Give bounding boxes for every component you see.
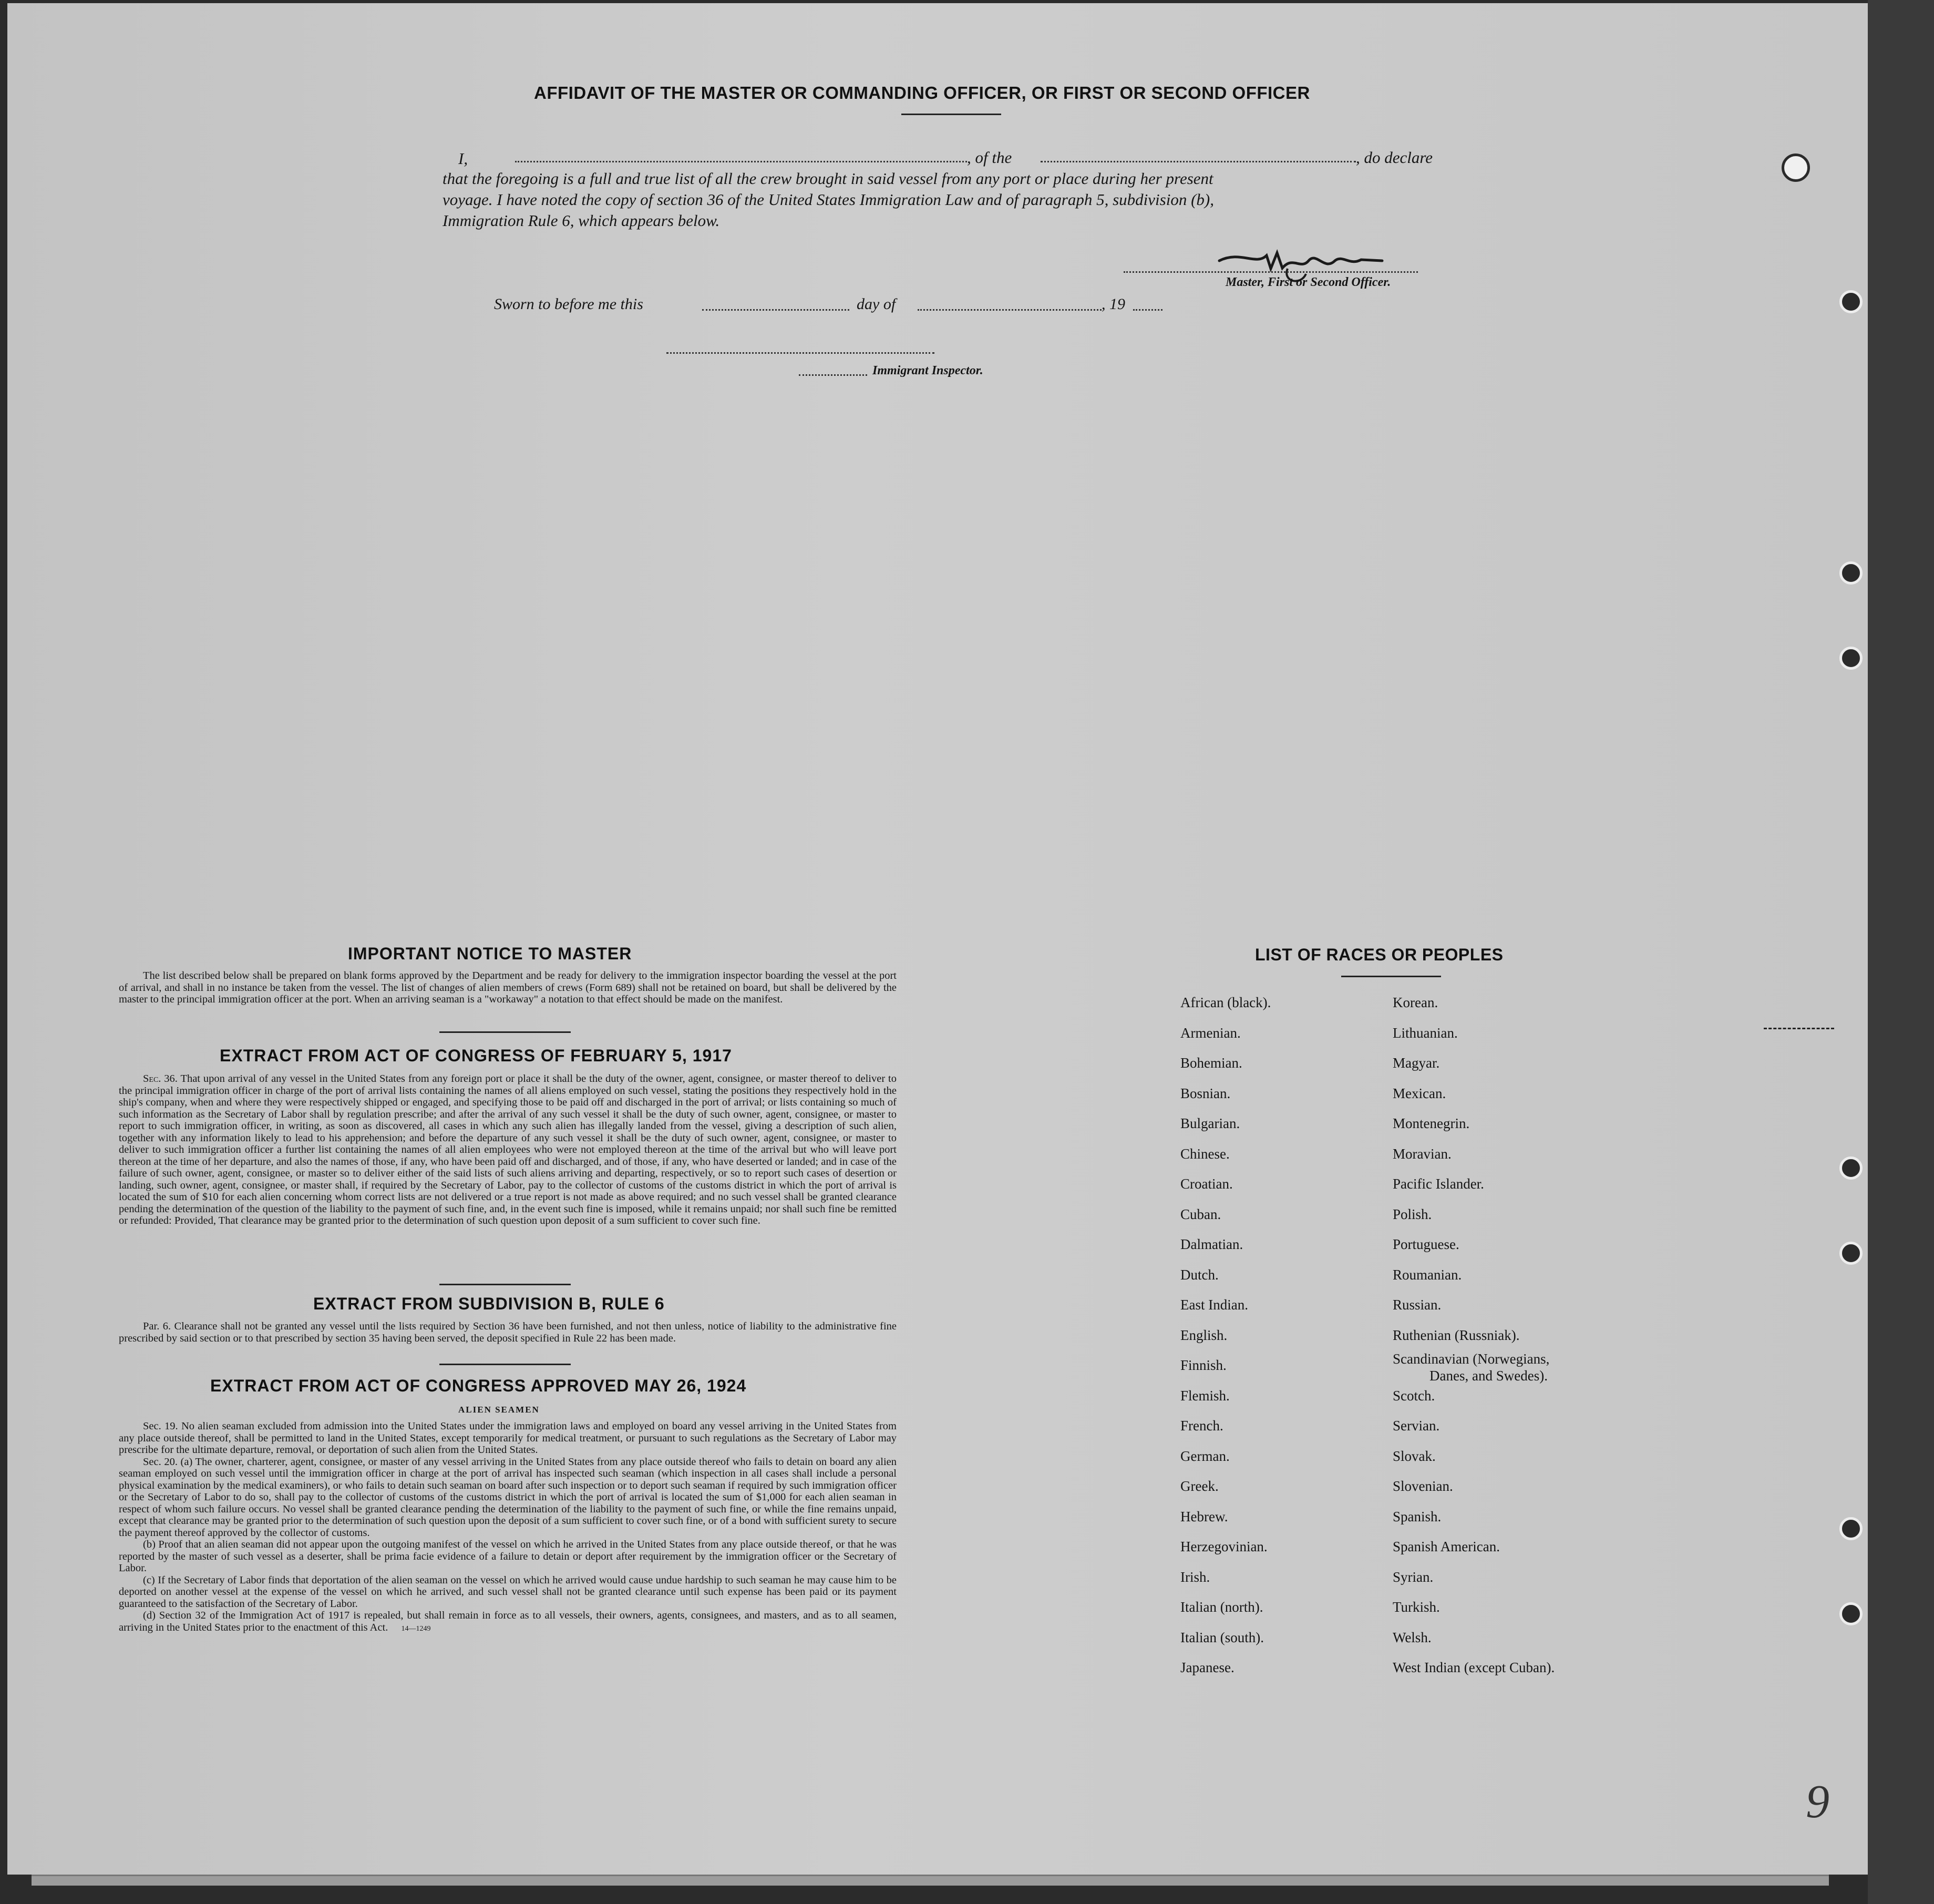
race-left-item: East Indian. — [1180, 1297, 1248, 1313]
margin-page-mark: 9 — [1806, 1776, 1829, 1828]
notice-body — [119, 970, 897, 1006]
race-left-item: Chinese. — [1180, 1145, 1230, 1162]
sec-20a-text: Sec. 20. (a) The owner, charterer, agent, consignee, or master of any vessel arriving in the United States from any place outside thereof who fails to detain on board any alien seaman employed on such vessel until the immigration officer in charge at the port of arrival has inspected such seaman (which inspection in all cases shall include a personal physical examination by the medical examiners), or who fails to detain such seaman on board after such inspection or to deport such seaman if required by such immigration officer or the Secretary of Labor to do so, shall pay to the collector of customs of the customs district in which the port of arrival is located the sum of $1,000 for each alien seaman in respect of whom such failure occurs. No vessel shall be granted clearance pending the determination of the liability to the payment of such fine, or while the fine remains unpaid, except that clearance may be granted prior to the determination of such question upon the deposit of a sum sufficient to cover such fine, or of a bond with sufficient surety to secure the payment thereof approved by the collector of customs. — [119, 1456, 897, 1539]
race-left-item: Bulgarian. — [1180, 1115, 1240, 1131]
notice-text: The list described below shall be prepared on blank forms approved by the Department and be ready for delivery to the immigration inspector boarding the vessel at the port of arrival, and shall in no instance be taken from the vessel. The list of changes of alien members of crews (Form 689) shall not be retained on board, but shall be delivered by the master to the principal immigration officer at the port. When an arriving seaman is a "workaway" a notation to that effect should be made on the manifest. — [119, 970, 897, 1005]
sworn-year-blank[interactable] — [1133, 309, 1163, 311]
rule-6-rule — [439, 1364, 571, 1365]
race-right-item: Portuguese. — [1393, 1236, 1459, 1252]
affidavit-do-declare: , do declare — [1356, 148, 1433, 167]
race-right-item: Mexican. — [1393, 1085, 1446, 1101]
sec-36-text: That upon arrival of any vessel in the United States from any foreign port or place it shall be the duty of the owner, agent, consignee, or master thereof to deliver to the principal immigration officer in charge of the port of arrival lists containing the names of all aliens employed on such vessel, stating the positions they respectively hold in the ship's company, when and where they were respectively shipped or engaged, and specifying those to be paid off and discharged in the port of arrival; or lists containing so much of such information as the Secretary of Labor shall by regulation prescribe; and after the arrival of any such vessel it shall be the duty of such owner, agent, consignee, or master to report to such immigration officer, in writing, as soon as discovered, all cases in which any such alien has illegally landed from the vessel, giving a description of such alien, together with any information likely to lead to his apprehension; and before the departure of any such vessel it shall be the duty of such owner, agent, consignee, or master to deliver to such immigration officer a further list containing the names of all alien employees who were not employed thereon at the time of the arrival but who will leave port thereon at the time of her departure, and also the names of those, if any, who have been paid off and discharged, and of those, if any, who have deserted or landed; and in case of the failure of such owner, agent, consignee, or master so to deliver either of the said lists of such aliens arriving and departing, respectively, or so to report such cases of desertion or landing, such owner, agent, consignee, or master shall, if required by the Secretary of Labor, pay to the collector of customs of the customs district in which the port of arrival is located the sum of $10 for each alien concerning whom correct lists are not delivered or a true report is not made as above required; and no such vessel shall be granted clearance pending the determination of the question of the liability to the payment of such fine, and, in the event such fine is imposed, while it remains unpaid; nor shall such fine be remitted or refunded: Provided, That clearance may be granted prior to the determination of such question upon deposit of a sum sufficient to cover such fine. — [119, 1073, 897, 1226]
race-right-item: Ruthenian (Russniak). — [1393, 1327, 1520, 1343]
affidavit-rule — [901, 114, 1001, 115]
affidavit-line-3: voyage. I have noted the copy of section 36 of the United States Immigration Law and of paragraph 5, subdivision (b), — [443, 190, 1214, 209]
binder-hole — [1839, 1517, 1863, 1540]
race-right-item: Welsh. — [1393, 1629, 1432, 1645]
rule-6-text: Par. 6. Clearance shall not be granted any vessel until the lists required by Section 36 have been furnished, and not then unless, notice of liability to the administrative fine prescribed by said section or to that prescribed by section 35 having been served, the deposit specified in Rule 22 has been made. — [119, 1320, 897, 1344]
sworn-day-blank[interactable] — [702, 309, 849, 311]
inspector-caption: Immigrant Inspector. — [872, 364, 983, 377]
race-left-item: Irish. — [1180, 1569, 1210, 1585]
race-right-item: Spanish. — [1393, 1508, 1442, 1524]
race-left-item: Bohemian. — [1180, 1055, 1242, 1071]
race-right-item: Spanish American. — [1393, 1539, 1500, 1554]
races-heading: LIST OF RACES OR PEOPLES — [1255, 945, 1504, 964]
sec-19-text: Sec. 19. No alien seaman excluded from admission into the United States under the immigration laws and employed on board any vessel arriving in the United States from any place outside thereof, shall be permitted to land in the United States, except temporarily for medical treatment, or pursuant to such regulations as the Secretary of Labor may prescribe for the ultimate departure, removal, or deportation of such alien from the United States. — [119, 1420, 897, 1456]
sec-20d-text: (d) Section 32 of the Immigration Act of 1917 is repealed, but shall remain in force as to all vessels, their owners, agents, consignees, and masters, and as to all seamen, arriving in the United States prior to the enactment of this Act. — [119, 1610, 897, 1633]
rule-6-heading: EXTRACT FROM SUBDIVISION B, RULE 6 — [313, 1294, 665, 1313]
rule-6-body — [119, 1320, 897, 1344]
race-left-item: Croatian. — [1180, 1176, 1233, 1192]
margin-dash-mark — [1764, 1028, 1834, 1029]
race-right-continuation: Danes, and Swedes). — [1429, 1368, 1548, 1384]
race-right-item: Korean. — [1393, 995, 1438, 1010]
race-right-item: Turkish. — [1393, 1599, 1440, 1615]
race-right-item: Magyar. — [1393, 1055, 1440, 1071]
race-left-item: Hebrew. — [1180, 1508, 1228, 1524]
sworn-day-of: day of — [857, 295, 896, 313]
binder-hole — [1839, 290, 1863, 313]
race-left-item: Greek. — [1180, 1478, 1219, 1494]
race-left-item: Finnish. — [1180, 1357, 1227, 1373]
race-right-item: Slovak. — [1393, 1448, 1436, 1464]
race-left-item: African (black). — [1180, 995, 1271, 1010]
affidavit-line-2: that the foregoing is a full and true list of all the crew brought in said vessel from any port or place during her present — [443, 169, 1213, 188]
race-left-item: Flemish. — [1180, 1387, 1230, 1404]
race-left-item: Cuban. — [1180, 1206, 1221, 1222]
notice-rule — [439, 1031, 571, 1033]
race-left-item: Herzegovinian. — [1180, 1539, 1268, 1554]
race-right-item: Servian. — [1393, 1418, 1440, 1434]
race-left-item: English. — [1180, 1327, 1228, 1343]
binder-hole — [1839, 1156, 1863, 1180]
race-right-item: Russian. — [1393, 1297, 1442, 1313]
race-left-item: Bosnian. — [1180, 1085, 1231, 1101]
extract-1917-heading: EXTRACT FROM ACT OF CONGRESS OF FEBRUARY 5, 1917 — [220, 1046, 732, 1065]
race-left-item: Dutch. — [1180, 1266, 1219, 1283]
race-right-item: Montenegrin. — [1393, 1115, 1470, 1131]
sworn-month-blank[interactable] — [918, 309, 1102, 311]
sworn-year: , 19 — [1102, 295, 1125, 313]
race-left-item: Italian (south). — [1180, 1629, 1264, 1645]
sworn-prefix: Sworn to before me this — [494, 295, 643, 313]
alien-seamen-subheading: ALIEN SEAMEN — [458, 1405, 540, 1415]
inspector-signature-blank[interactable] — [666, 352, 934, 354]
sec-36-label: Sec. 36. — [143, 1073, 178, 1084]
race-right-item: Scotch. — [1393, 1387, 1435, 1404]
binding-strip — [1868, 0, 1934, 1904]
race-left-item: French. — [1180, 1418, 1223, 1434]
notice-heading: IMPORTANT NOTICE TO MASTER — [348, 944, 632, 963]
race-right-item: Lithuanian. — [1393, 1025, 1458, 1041]
race-right-item: Syrian. — [1393, 1569, 1434, 1585]
race-left-item: Italian (north). — [1180, 1599, 1263, 1615]
race-right-item: Slovenian. — [1393, 1478, 1453, 1494]
race-left-item: Dalmatian. — [1180, 1236, 1243, 1252]
extract-1917-body — [119, 1073, 897, 1227]
affidavit-of-the: , of the — [967, 148, 1012, 167]
race-left-item: German. — [1180, 1448, 1230, 1464]
sec-20b-text: (b) Proof that an alien seaman did not appear upon the outgoing manifest of the vessel on which he arrived in the United States from any place outside thereof, or that he was reported by the master of such vessel as a deserter, shall be prima facie evidence of a failure to detain or deport after requirement by the immigration officer or the Secretary of Labor. — [119, 1539, 897, 1574]
binder-hole — [1839, 647, 1863, 670]
sec-20c-text: (c) If the Secretary of Labor finds that deportation of the alien seaman on the vessel on which he arrived would cause undue hardship to such seaman he may cause him to be deported on another vessel at the expense of the vessel on which he arrived, and such vessel shall not be granted clearance until such expense has been paid or its payment guaranteed to the satisfaction of the Secretary of Labor. — [119, 1574, 897, 1610]
binder-hole — [1839, 1242, 1863, 1265]
name-blank[interactable] — [515, 161, 967, 162]
race-right-item: Roumanian. — [1393, 1266, 1462, 1283]
affidavit-line-4: Immigration Rule 6, which appears below. — [443, 211, 720, 230]
signature-blank[interactable] — [1124, 271, 1418, 273]
race-right-item: West Indian (except Cuban). — [1393, 1660, 1555, 1675]
affidavit-heading: AFFIDAVIT OF THE MASTER OR COMMANDING OFFICER, OR FIRST OR SECOND OFFICER — [534, 83, 1310, 103]
vessel-blank[interactable] — [1041, 161, 1356, 162]
extract-1924-heading: EXTRACT FROM ACT OF CONGRESS APPROVED MAY 26, 1924 — [210, 1376, 747, 1395]
extract-1917-rule — [439, 1284, 571, 1285]
inspector-blank-short[interactable] — [799, 374, 867, 376]
race-right-item: Polish. — [1393, 1206, 1432, 1222]
race-right-item: Moravian. — [1393, 1145, 1452, 1162]
races-rule — [1341, 976, 1441, 977]
form-number: 14—1249 — [401, 1624, 431, 1633]
underlying-page-edge — [32, 1875, 1829, 1886]
race-right-item: Scandinavian (Norwegians, — [1393, 1351, 1550, 1367]
binder-hole — [1839, 561, 1863, 585]
race-right-item: Pacific Islander. — [1393, 1176, 1484, 1192]
affidavit-i: I, — [458, 149, 468, 168]
signature-caption: Master, First or Second Officer. — [1226, 275, 1391, 289]
binder-hole — [1782, 153, 1810, 182]
race-left-item: Japanese. — [1180, 1660, 1235, 1675]
extract-1924-body — [119, 1420, 897, 1635]
race-left-item: Armenian. — [1180, 1025, 1241, 1041]
binder-hole — [1839, 1602, 1863, 1625]
